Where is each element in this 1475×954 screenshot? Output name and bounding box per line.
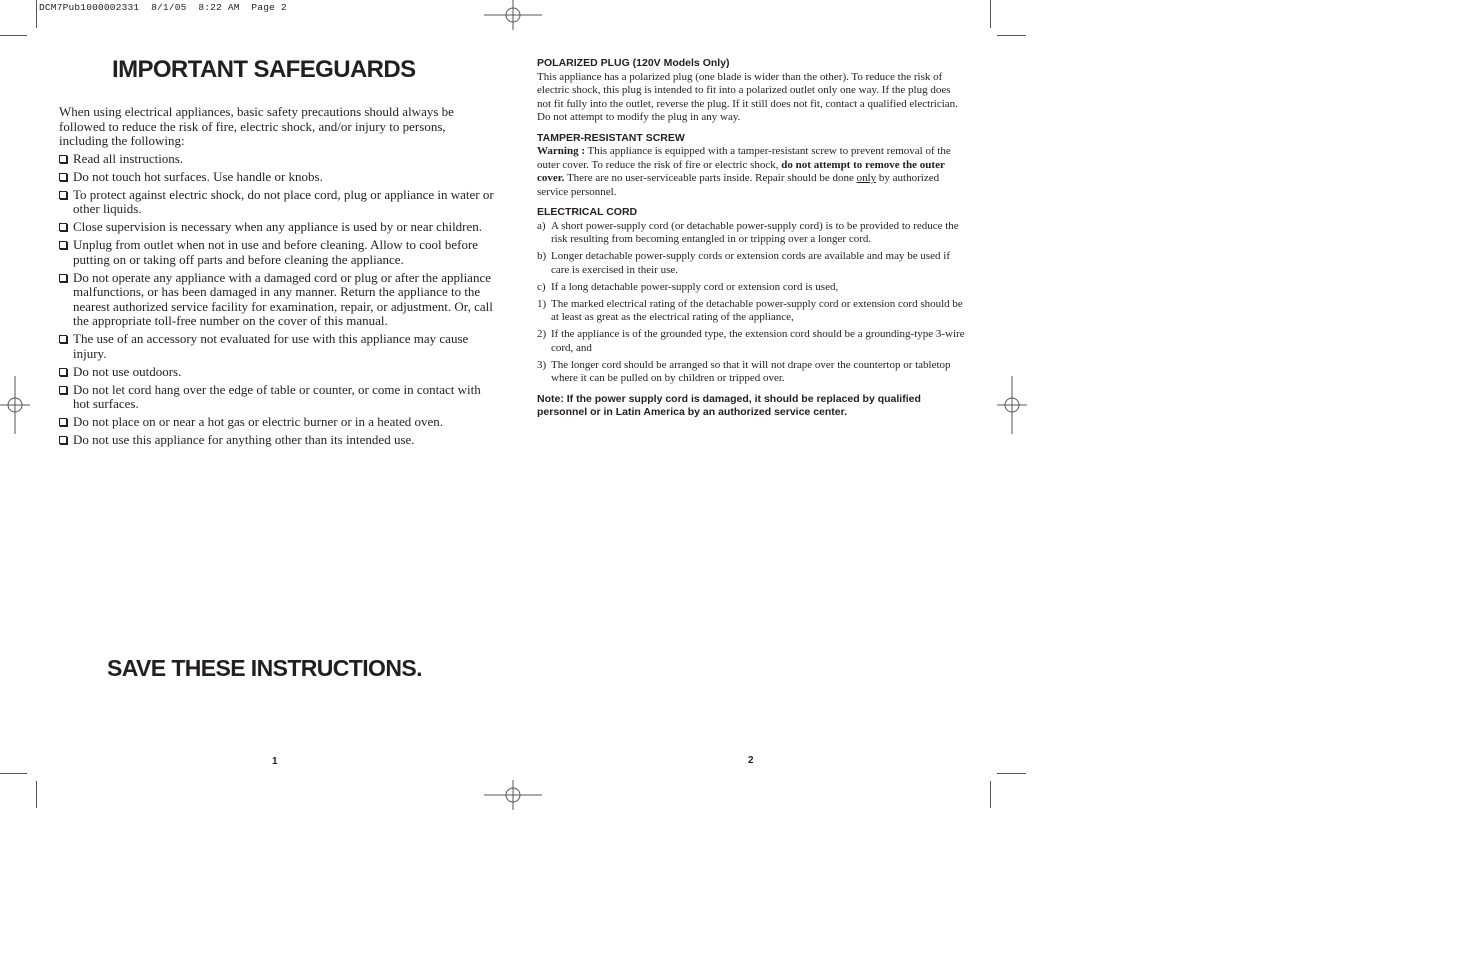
tamper-bold-warning: do not attempt to remove the outer cover. (537, 158, 945, 184)
list-item (537, 298, 967, 325)
crop-mark (36, 781, 37, 808)
list-marker: 3) (537, 358, 547, 371)
crop-mark (990, 0, 991, 28)
list-item (537, 281, 967, 295)
safeguard-text: To protect against electric shock, do not place cord, plug or appliance in water or other liquids. (73, 186, 494, 216)
crop-mark (997, 773, 1026, 774)
right-page-content (537, 57, 967, 427)
checkbox-bullet-icon (59, 418, 67, 426)
electrical-cord-section (537, 206, 967, 386)
list-item (59, 271, 497, 329)
page-title: IMPORTANT SAFEGUARDS (112, 56, 416, 83)
tamper-screw-text (537, 145, 967, 199)
electrical-cord-heading: ELECTRICAL CORD (537, 206, 638, 218)
safeguard-text: Close supervision is necessary when any appliance is used by or near children. (73, 219, 483, 234)
crop-mark (997, 35, 1026, 36)
crop-mark (0, 35, 27, 36)
list-item (59, 152, 497, 167)
crop-mark (0, 773, 27, 774)
safeguard-text: Do not operate any appliance with a damaged cord or plug or after the appliance malfunctions, or has been damaged in any manner. Return the appliance to the nearest authorized service facility for examination, repair, or adjustment. Or, call the appropriate toll-free number on the cover of this manual. (73, 269, 493, 328)
registration-mark-bottom (484, 780, 542, 810)
polarized-plug-section (537, 57, 967, 125)
checkbox-bullet-icon (59, 191, 67, 199)
safeguard-text: Do not touch hot surfaces. Use handle or knobs. (73, 168, 323, 184)
safeguard-text: The use of an accessory not evaluated for use with this appliance may cause injury. (73, 331, 469, 361)
cord-item-text: Longer detachable power-supply cords or extension cords are available and may be used if care is exercised in their use. (551, 250, 950, 276)
checkbox-bullet-icon (59, 241, 67, 249)
crop-mark (36, 0, 37, 28)
safeguard-text: Unplug from outlet when not in use and before cleaning. Allow to cool before putting on or taking off parts and before cleaning the appliance. (73, 237, 479, 267)
polarized-plug-text: This appliance has a polarized plug (one blade is wider than the other). To reduce the risk of electric shock, this plug is intended to fit into a polarized outlet only one way. If the plug does not fit fully into the outlet, reverse the plug. If it still does not fit, contact a qualified electrician. Do not attempt to modify the plug in any way. (537, 70, 958, 123)
cord-item-text: A short power-supply cord (or detachable power-supply cord) is to be provided to reduce the risk resulting from becoming entangled in or tripping over a longer cord. (551, 219, 959, 245)
crop-mark (990, 781, 991, 808)
list-item (537, 220, 967, 247)
checkbox-bullet-icon (59, 223, 67, 231)
tamper-text-part: This appliance is equipped with a tamper-resistant screw to prevent removal of the outer cover. To reduce the risk of fire or electric shock, (537, 145, 951, 171)
cord-item-text: The marked electrical rating of the detachable power-supply cord or extension cord should be at least as great as the electrical rating of the appliance, (551, 297, 963, 323)
checkbox-bullet-icon (59, 436, 67, 444)
registration-mark-right (997, 376, 1027, 434)
cord-item-text: If a long detachable power-supply cord or extension cord is used, (551, 280, 839, 293)
list-marker: 1) (537, 297, 547, 310)
list-item (59, 365, 497, 380)
safeguards-section (59, 105, 497, 451)
registration-mark-left (0, 376, 30, 434)
list-marker: b) (537, 250, 547, 262)
list-item (59, 220, 497, 235)
safeguard-text: Do not use this appliance for anything other than its intended use. (73, 432, 415, 447)
cord-damage-note: Note: If the power supply cord is damaged, it should be replaced by qualified personnel or in Latin America by an authorized service center. (537, 392, 921, 418)
electrical-cord-list (537, 220, 967, 386)
polarized-plug-heading: POLARIZED PLUG (120V Models Only) (537, 57, 730, 69)
list-item (59, 238, 497, 267)
save-instructions-heading: SAVE THESE INSTRUCTIONS. (107, 655, 422, 681)
checkbox-bullet-icon (59, 274, 67, 282)
tamper-text-part: by authorized service personnel. (537, 172, 940, 198)
checkbox-bullet-icon (59, 173, 67, 181)
checkbox-bullet-icon (59, 368, 67, 376)
tamper-text-part: There are no user-serviceable parts inside. Repair should be done (564, 172, 857, 184)
checkbox-bullet-icon (59, 386, 67, 394)
safeguard-text: Do not let cord hang over the edge of table or counter, or come in contact with hot surfaces. (73, 381, 481, 411)
list-marker: a) (537, 219, 546, 232)
cord-item-text: If the appliance is of the grounded type, the extension cord should be a grounding-type 3-wire cord, and (551, 328, 965, 354)
registration-mark-top (484, 0, 542, 30)
printer-slug: DCM7Pub1000002331 8/1/05 8:22 AM Page 2 (39, 2, 287, 13)
safeguard-text: Do not place on or near a hot gas or electric burner or in a heated oven. (73, 414, 443, 429)
page-number-right: 2 (748, 755, 754, 766)
list-item (59, 170, 497, 185)
list-marker: 2) (537, 328, 547, 340)
list-marker: c) (537, 280, 546, 293)
only-underlined: only (856, 172, 877, 184)
safeguard-text: Do not use outdoors. (73, 363, 182, 379)
checkbox-bullet-icon (59, 335, 67, 343)
warning-label: Warning : (537, 145, 585, 157)
list-item (59, 415, 497, 430)
checkbox-bullet-icon (59, 155, 67, 163)
list-item (59, 433, 497, 448)
list-item (537, 250, 967, 277)
list-item (537, 359, 967, 386)
safeguard-text: Read all instructions. (73, 150, 184, 166)
list-item (537, 328, 967, 355)
list-item (59, 332, 497, 361)
page-number-left: 1 (272, 756, 278, 767)
safeguards-intro: When using electrical appliances, basic safety precautions should always be followed to reduce the risk of fire, electric shock, and/or injury to persons, including the following: (59, 104, 454, 148)
safeguards-list (59, 152, 497, 448)
cord-item-text: The longer cord should be arranged so that it will not drape over the countertop or tabletop where it can be pulled on by children or tripped over. (551, 358, 951, 384)
list-item (59, 383, 497, 412)
tamper-screw-heading: TAMPER-RESISTANT SCREW (537, 131, 685, 144)
list-item (59, 188, 497, 217)
tamper-screw-section (537, 132, 967, 200)
